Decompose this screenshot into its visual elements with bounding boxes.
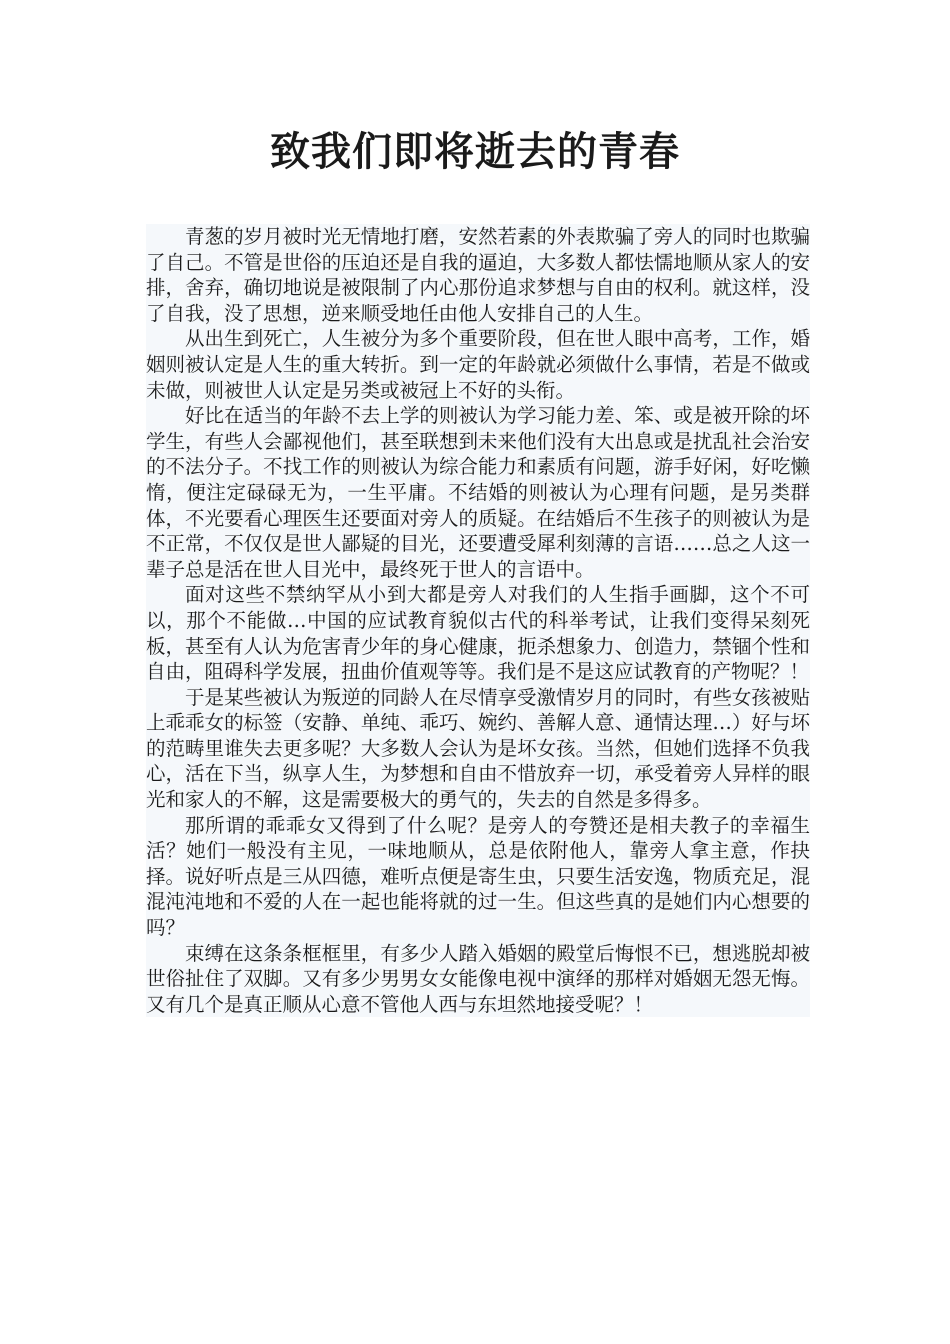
paragraph: 面对这些不禁纳罕从小到大都是旁人对我们的人生指手画脚，这个不可以，那个不能做…中国的应试教育貌似古代的科举考试，让我们变得呆刻死板，甚至有人认为危害青少年的身心健康，扼杀想象力、创造力，禁锢个性和自由，阻碍科学发展，扭曲价值观等等。我们是不是这应试教育的产物呢？！	[146, 583, 810, 684]
paragraph: 青葱的岁月被时光无情地打磨，安然若素的外表欺骗了旁人的同时也欺骗了自己。不管是世俗的压迫还是自我的逼迫，大多数人都怯懦地顺从家人的安排，舍弃，确切地说是被限制了内心那份追求梦想与自由的权利。就这样，没了自我，没了思想，逆来顺受地任由他人安排自己的人生。	[146, 225, 810, 325]
paragraph: 于是某些被认为叛逆的同龄人在尽情享受激情岁月的同时，有些女孩被贴上乖乖女的标签（安静、单纯、乖巧、婉约、善解人意、通情达理…）好与坏的范畴里谁失去更多呢？大多数人会认为是坏女孩。当然，但她们选择不负我心，活在下当，纵享人生，为梦想和自由不惜放弃一切，承受着旁人异样的眼光和家人的不解，这是需要极大的勇气的，失去的自然是多得多。	[146, 685, 810, 812]
document-title: 致我们即将逝去的青春	[270, 128, 680, 175]
paragraph: 那所谓的乖乖女又得到了什么呢？是旁人的夸赞还是相夫教子的幸福生活？她们一般没有主见，一味地顺从，总是依附他人，靠旁人拿主意，作抉择。说好听点是三从四德，难听点便是寄生虫，只要生活安逸，物质充足，混混沌沌地和不爱的人在一起也能将就的过一生。但这些真的是她们内心想要的吗？	[146, 813, 810, 940]
document-body	[146, 224, 810, 1017]
paragraph: 好比在适当的年龄不去上学的则被认为学习能力差、笨、或是被开除的坏学生，有些人会鄙视他们，甚至联想到未来他们没有大出息或是扰乱社会治安的不法分子。不找工作的则被认为综合能力和素质有问题，游手好闲，好吃懒惰，便注定碌碌无为，一生平庸。不结婚的则被认为心理有问题，是另类群体，不光要看心理医生还要面对旁人的质疑。在结婚后不生孩子的则被认为是不正常，不仅仅是世人鄙疑的目光，还要遭受犀利刻薄的言语……总之人这一辈子总是活在世人目光中，最终死于世人的言语中。	[146, 404, 810, 581]
paragraph: 束缚在这条条框框里，有多少人踏入婚姻的殿堂后悔恨不已，想逃脱却被世俗扯住了双脚。又有多少男男女女能像电视中演绎的那样对婚姻无怨无悔。又有几个是真正顺从心意不管他人西与东坦然地接受呢？！	[146, 941, 810, 1016]
paragraph: 从出生到死亡，人生被分为多个重要阶段，但在世人眼中高考，工作，婚姻则被认定是人生的重大转折。到一定的年龄就必须做什么事情，若是不做或未做，则被世人认定是另类或被冠上不好的头衔。	[146, 327, 810, 402]
